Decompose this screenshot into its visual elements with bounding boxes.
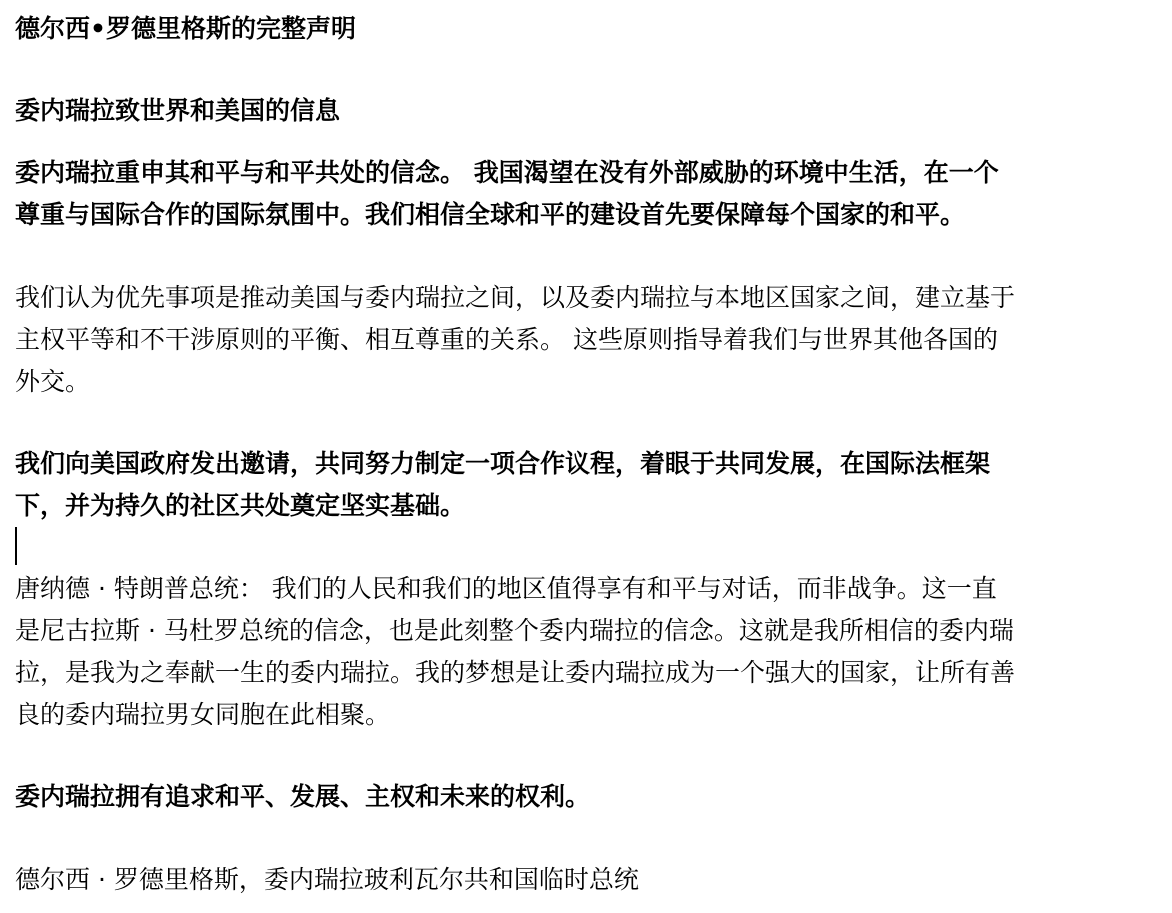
paragraph-line: 我们向美国政府发出邀请，共同努力制定一项合作议程，着眼于共同发展，在国际法框架 [15,449,991,478]
paragraph-line: 我们认为优先事项是推动美国与委内瑞拉之间，以及委内瑞拉与本地区国家之间，建立基于 [15,283,1016,312]
paragraph-line: 主权平等和不干涉原则的平衡、相互尊重的关系。 这些原则指导着我们与世界其他各国的 [15,325,998,354]
paragraph-line: 尊重与国际合作的国际氛围中。我们相信全球和平的建设首先要保障每个国家的和平。 [15,200,966,229]
paragraph-line: 良的委内瑞拉男女同胞在此相聚。 [15,700,391,729]
paragraph-line: 唐纳德 · 特朗普总统： 我们的人民和我们的地区值得享有和平与对话，而非战争。这一直 [15,574,997,603]
text-cursor [15,527,17,565]
document-title: 德尔西•罗德里格斯的完整声明 [15,14,356,43]
paragraph-line: 委内瑞拉拥有追求和平、发展、主权和未来的权利。 [15,782,591,811]
signature-line: 德尔西 · 罗德里格斯，委内瑞拉玻利瓦尔共和国临时总统 [15,865,639,894]
paragraph-line: 拉，是我为之奉献一生的委内瑞拉。我的梦想是让委内瑞拉成为一个强大的国家，让所有善 [15,658,1016,687]
paragraph-line: 是尼古拉斯 · 马杜罗总统的信念，也是此刻整个委内瑞拉的信念。这就是我所相信的委内瑞 [15,616,1014,645]
document-subtitle: 委内瑞拉致世界和美国的信息 [15,96,341,125]
paragraph-line: 委内瑞拉重申其和平与和平共处的信念。 我国渴望在没有外部威胁的环境中生活，在一个 [15,158,999,187]
paragraph-line: 外交。 [15,367,91,396]
paragraph-line: 下，并为持久的社区共处奠定坚实基础。 [15,491,466,520]
